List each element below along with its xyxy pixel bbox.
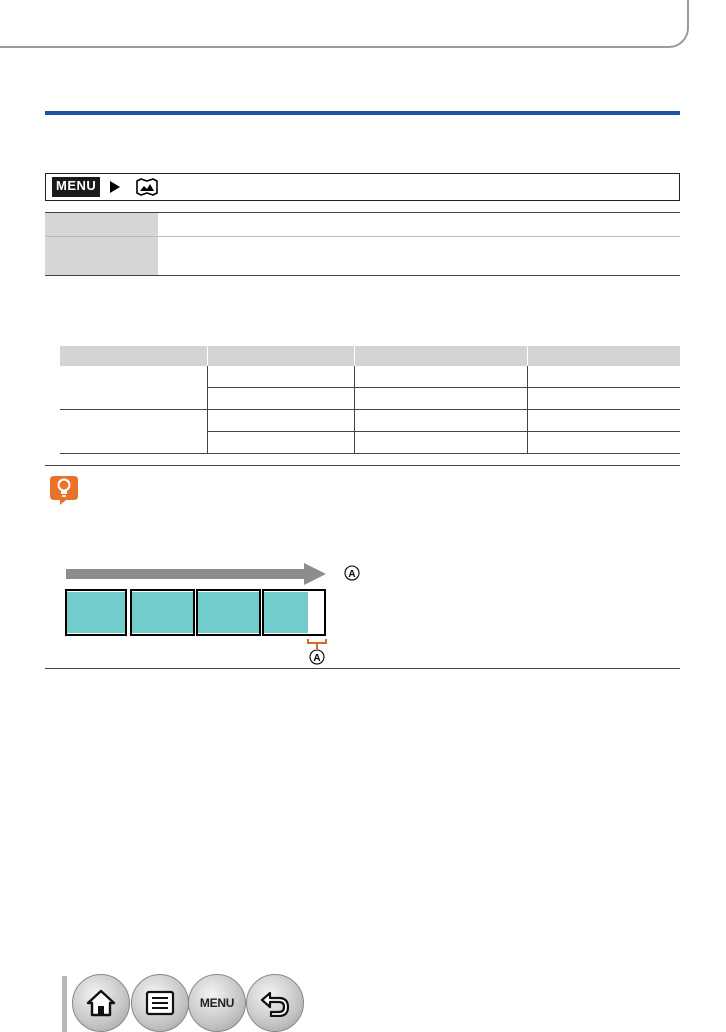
table-header-cell	[354, 346, 527, 366]
frame-3-fill	[197, 592, 260, 633]
menu-path	[45, 173, 680, 201]
page-header-tab	[0, 0, 689, 48]
settings-row	[45, 213, 680, 237]
lightbulb-tip-icon	[48, 474, 80, 506]
frame-2-fill	[131, 592, 194, 633]
spec-table	[60, 346, 680, 454]
table-cell	[354, 432, 527, 454]
svg-text:A: A	[348, 569, 356, 580]
table-cell	[207, 432, 354, 454]
table-header-cell	[207, 346, 354, 366]
panorama-icon	[136, 178, 158, 196]
table-cell	[207, 366, 354, 388]
home-button[interactable]	[72, 974, 130, 1032]
table-header-cell	[527, 346, 680, 366]
tip-rule-bottom	[45, 668, 680, 669]
arrow-right-icon	[110, 181, 120, 193]
back-button[interactable]	[246, 974, 304, 1032]
settings-key-cell	[45, 213, 158, 236]
section-title-rule	[45, 111, 680, 115]
table-cell	[527, 366, 680, 388]
table-cell	[354, 388, 527, 410]
panorama-frame-diagram	[60, 560, 380, 670]
contents-list-icon	[145, 990, 175, 1016]
marker-a-top	[345, 566, 359, 580]
table-row	[60, 366, 680, 388]
settings-value-cell	[158, 213, 680, 236]
frame-4-fill	[263, 592, 308, 633]
unused-area-bracket	[308, 639, 326, 649]
contents-button[interactable]	[131, 974, 189, 1032]
settings-table	[45, 212, 680, 276]
menu-icon: MENU	[199, 996, 235, 1010]
table-cell	[354, 366, 527, 388]
table-cell	[207, 410, 354, 432]
marker-a-bottom	[310, 650, 324, 664]
table-cell	[60, 366, 207, 410]
table-cell	[354, 410, 527, 432]
table-header-row	[60, 346, 680, 366]
menu-button[interactable]	[188, 974, 246, 1032]
table-row	[60, 410, 680, 432]
table-header-cell	[60, 346, 207, 366]
table-cell	[207, 388, 354, 410]
settings-key-cell	[45, 237, 158, 275]
table-cell	[527, 432, 680, 454]
svg-text:A: A	[313, 653, 321, 664]
settings-row	[45, 237, 680, 275]
tip-rule-top	[45, 465, 680, 466]
back-arrow-icon	[259, 989, 291, 1017]
frame-1-fill	[66, 592, 126, 633]
settings-value-cell	[158, 237, 680, 275]
direction-arrow-head	[304, 563, 326, 585]
menu-badge: MENU	[52, 177, 100, 197]
table-cell	[527, 410, 680, 432]
nav-divider	[62, 976, 67, 1032]
table-cell	[527, 388, 680, 410]
table-cell	[60, 410, 207, 454]
direction-arrow-shaft	[66, 569, 304, 579]
home-icon	[85, 988, 117, 1018]
